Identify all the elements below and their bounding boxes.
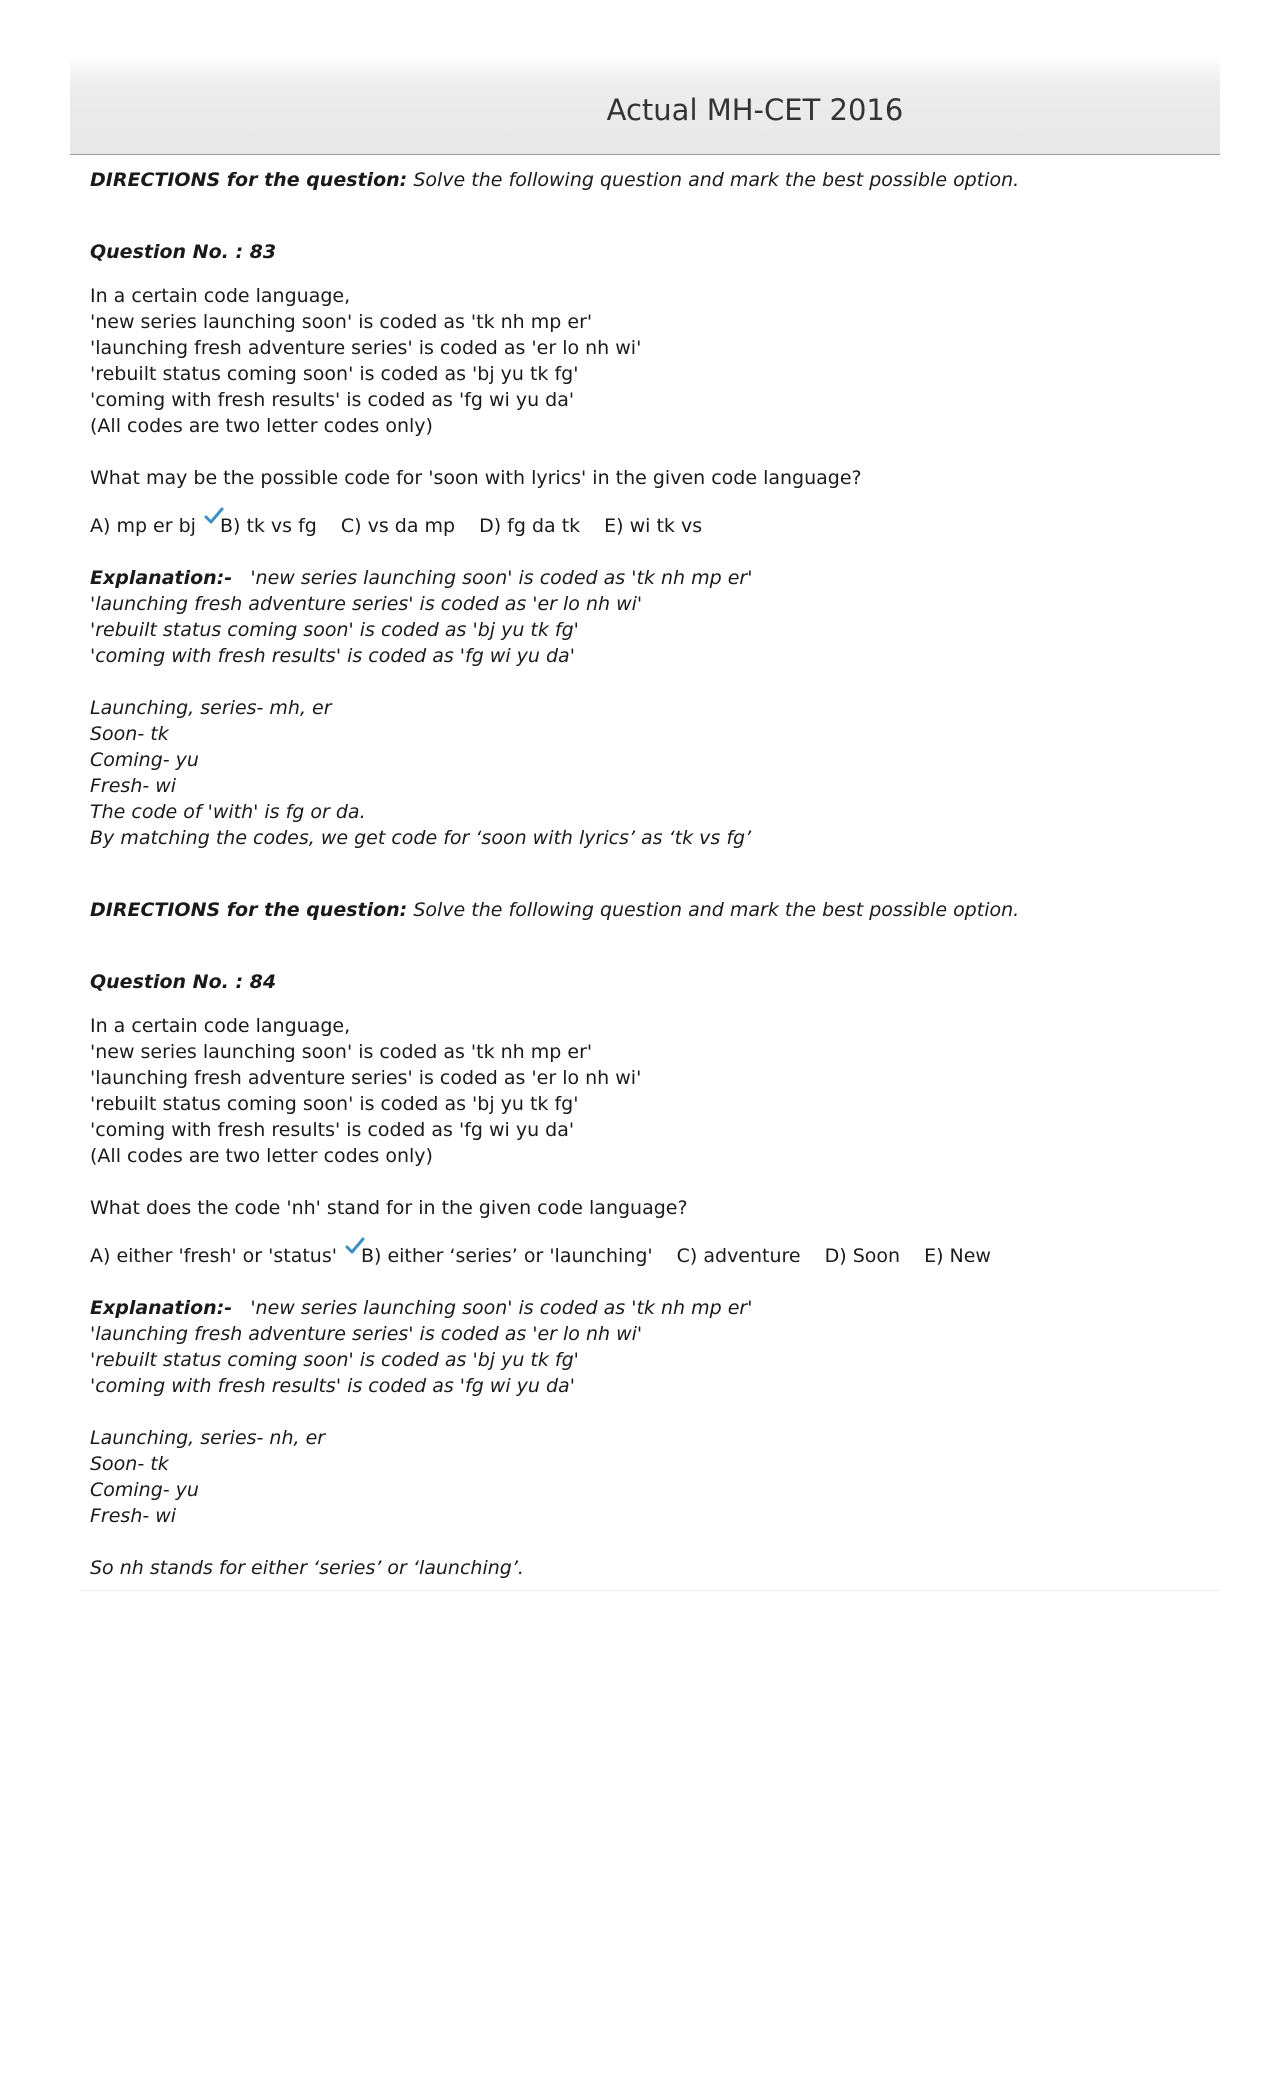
explanation xyxy=(90,1295,1210,1581)
question-ask: What may be the possible code for 'soon with lyrics' in the given code language? xyxy=(90,467,862,489)
directions xyxy=(90,167,1210,193)
question-line: 'new series launching soon' is coded as 'tk nh mp er' xyxy=(90,311,593,333)
option-label: B) tk vs fg xyxy=(219,515,317,537)
option-e[interactable]: E) New xyxy=(924,1245,991,1267)
option-c[interactable]: C) adventure xyxy=(676,1245,801,1267)
option-b-correct[interactable] xyxy=(361,1243,653,1269)
question-block-83 xyxy=(90,167,1210,851)
explanation-label: Explanation:- xyxy=(90,567,233,589)
page-header xyxy=(70,56,1220,155)
explanation-spacer xyxy=(90,1529,1210,1555)
explanation-line: Coming- yu xyxy=(90,1479,199,1501)
directions xyxy=(90,897,1210,923)
question-number: Question No. : 84 xyxy=(90,971,277,993)
question-block-84 xyxy=(90,897,1210,1581)
explanation-line: Coming- yu xyxy=(90,749,199,771)
option-a[interactable]: A) mp er bj xyxy=(90,515,196,537)
explanation-line: Fresh- wi xyxy=(90,775,177,797)
question-text xyxy=(90,283,1210,439)
question-line: 'launching fresh adventure series' is coded as 'er lo nh wi' xyxy=(90,337,642,359)
explanation-line: Launching, series- mh, er xyxy=(90,697,332,719)
explanation-line: 'launching fresh adventure series' is coded as 'er lo nh wi' xyxy=(90,593,643,615)
option-e[interactable]: E) wi tk vs xyxy=(604,515,703,537)
explanation-line: Soon- tk xyxy=(90,1453,169,1475)
option-label: B) either ‘series’ or 'launching' xyxy=(360,1245,653,1267)
directions-label: DIRECTIONS for the question: xyxy=(90,899,408,921)
footer-divider xyxy=(80,1590,1220,1591)
explanation-line: 'coming with fresh results' is coded as 'fg wi yu da' xyxy=(90,645,575,667)
question-line: In a certain code language, xyxy=(90,285,351,307)
question-line: (All codes are two letter codes only) xyxy=(90,1145,433,1167)
question-line: 'launching fresh adventure series' is coded as 'er lo nh wi' xyxy=(90,1067,642,1089)
question-line: In a certain code language, xyxy=(90,1015,351,1037)
question-ask: What does the code 'nh' stand for in the given code language? xyxy=(90,1197,688,1219)
explanation-line: 'coming with fresh results' is coded as 'fg wi yu da' xyxy=(90,1375,575,1397)
option-a[interactable]: A) either 'fresh' or 'status' xyxy=(90,1245,337,1267)
explanation-line: Fresh- wi xyxy=(90,1505,177,1527)
option-d[interactable]: D) Soon xyxy=(824,1245,901,1267)
directions-text: Solve the following question and mark the best possible option. xyxy=(413,899,1020,921)
content xyxy=(90,167,1210,1581)
question-text xyxy=(90,1013,1210,1169)
explanation-line: So nh stands for either ‘series’ or ‘launching’. xyxy=(90,1557,524,1579)
question-line: 'new series launching soon' is coded as 'tk nh mp er' xyxy=(90,1041,593,1063)
options-list xyxy=(90,513,1210,539)
checkmark-icon xyxy=(345,1236,365,1256)
explanation-line: The code of 'with' is fg or da. xyxy=(90,801,366,823)
explanation-line: 'rebuilt status coming soon' is coded as 'bj yu tk fg' xyxy=(90,1349,579,1371)
explanation-line: 'new series launching soon' is coded as 'tk nh mp er' xyxy=(250,1297,753,1319)
question-number: Question No. : 83 xyxy=(90,241,277,263)
question-line: 'coming with fresh results' is coded as 'fg wi yu da' xyxy=(90,389,575,411)
option-d[interactable]: D) fg da tk xyxy=(479,515,581,537)
explanation-label: Explanation:- xyxy=(90,1297,233,1319)
question-line: (All codes are two letter codes only) xyxy=(90,415,433,437)
question-line: 'coming with fresh results' is coded as 'fg wi yu da' xyxy=(90,1119,575,1141)
question-line: 'rebuilt status coming soon' is coded as 'bj yu tk fg' xyxy=(90,363,579,385)
explanation-line: By matching the codes, we get code for ‘soon with lyrics’ as ‘tk vs fg’ xyxy=(90,827,752,849)
explanation-line: Launching, series- nh, er xyxy=(90,1427,326,1449)
option-c[interactable]: C) vs da mp xyxy=(340,515,456,537)
explanation-line: Soon- tk xyxy=(90,723,169,745)
page-title: Actual MH-CET 2016 xyxy=(606,93,904,127)
directions-label: DIRECTIONS for the question: xyxy=(90,169,408,191)
question-line: 'rebuilt status coming soon' is coded as 'bj yu tk fg' xyxy=(90,1093,579,1115)
explanation-line: 'rebuilt status coming soon' is coded as 'bj yu tk fg' xyxy=(90,619,579,641)
directions-text: Solve the following question and mark the best possible option. xyxy=(413,169,1020,191)
explanation-line: 'new series launching soon' is coded as 'tk nh mp er' xyxy=(250,567,753,589)
option-b-correct[interactable] xyxy=(220,513,317,539)
checkmark-icon xyxy=(204,506,224,526)
options-list xyxy=(90,1243,1210,1269)
explanation xyxy=(90,565,1210,851)
explanation-line: 'launching fresh adventure series' is coded as 'er lo nh wi' xyxy=(90,1323,643,1345)
